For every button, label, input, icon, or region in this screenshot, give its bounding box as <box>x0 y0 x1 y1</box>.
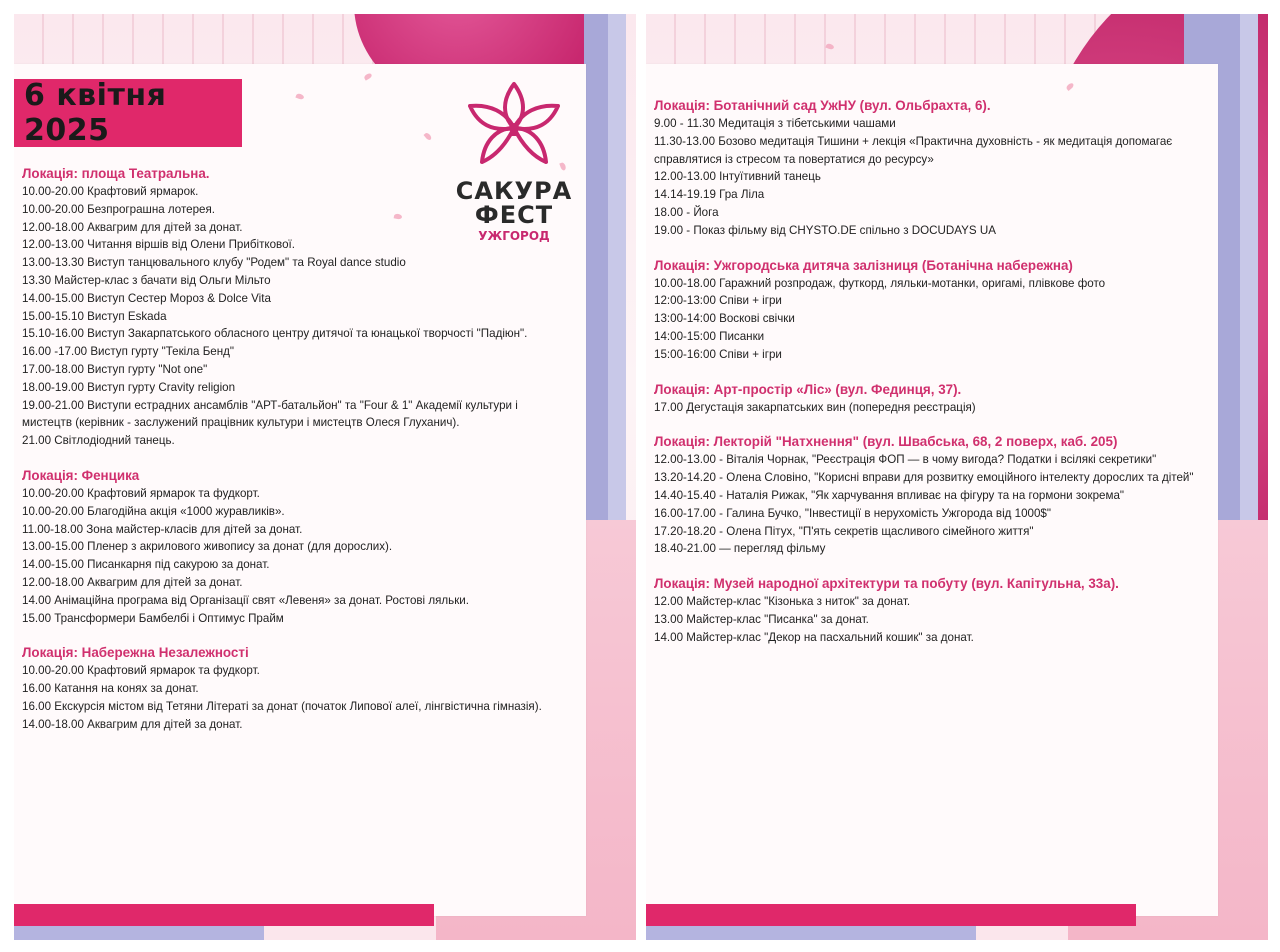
schedule-item: 12.00-18.00 Аквагрим для дітей за донат. <box>22 220 243 234</box>
schedule-item: 21.00 Світлодіодний танець. <box>22 434 175 448</box>
decor-lavender-bar <box>584 14 608 554</box>
decor-bottom-bar <box>14 904 434 926</box>
schedule-item: 14.00 Майстер-клас "Декор на пасхальний кошик" за донат. <box>654 630 974 644</box>
schedule-item: 15.00 Трансформери Бамбелбі і Оптимус Прайм <box>22 611 284 625</box>
schedule-item: 10.00-20.00 Безпрограшна лотерея. <box>22 202 216 216</box>
schedule-item: 10.00-18.00 Гаражний розпродаж, футкорд, ляльки-мотанки, оригамі, плівкове фото <box>654 276 1106 290</box>
schedule-item: 16.00 Катання на конях за донат. <box>22 682 199 696</box>
schedule-item: 14.14-19.19 Гра Ліла <box>654 188 765 202</box>
schedule-item: 12.00 Майстер-клас "Кізонька з ниток" за донат. <box>654 595 911 609</box>
sakura-flower-icon <box>462 76 566 172</box>
schedule-item: 16.00-17.00 - Галина Бучко, "Інвестиції в нерухомість Ужгорода від 1000$" <box>654 506 1051 520</box>
schedule-item: 12.00-13.00 Інтуїтивний танець <box>654 170 821 184</box>
schedule-item: 19.00-21.00 Виступи естрадних ансамблів "АРТ-батальйон" та "Four & 1" Академії культури і мистецтв (керівник - заслужений працівник культури і мистецтв Олеся Глуханич). <box>22 398 518 430</box>
location-section <box>654 432 1202 558</box>
schedule-item: 15.10-16.00 Виступ Закарпатського обласного центру дитячої та юнацької творчості "Падіюн". <box>22 327 528 341</box>
location-title: Локація: Арт-простір «Ліс» (вул. Фединця, 37). <box>654 381 962 397</box>
schedule-item: 12.00-13.00 - Віталія Чорнак, "Реєстрація ФОП — в чому вигода? Податки і всілякі секретики" <box>654 453 1157 467</box>
location-section <box>654 574 1202 646</box>
decor-bottom-bar <box>646 904 1136 926</box>
schedule-item: 18.40-21.00 — перегляд фільму <box>654 542 826 556</box>
location-section <box>22 466 570 627</box>
schedule-item: 14.00 Анімаційна програма від Організації свят «Левеня» за донат. Ростові ляльки. <box>22 593 469 607</box>
schedule-item: 13:00-14:00 Воскові свічки <box>654 312 795 326</box>
schedule-content-left <box>22 164 570 750</box>
location-title: Локація: Набережна Незалежності <box>22 645 249 661</box>
location-title: Локація: Музей народної архітектури та побуту (вул. Капітульна, 33а). <box>654 576 1119 592</box>
location-title: Локація: Фенцика <box>22 467 140 483</box>
decor-lavender-bar-light <box>608 14 626 554</box>
decor-lavender-bar-light <box>1240 14 1258 594</box>
schedule-item: 14:00-15:00 Писанки <box>654 329 765 343</box>
schedule-item: 16.00 Екскурсія містом від Тетяни Літераті за донат (початок Липової алеї, лінгвістична гімназія). <box>22 699 542 713</box>
schedule-item: 11.00-18.00 Зона майстер-класів для дітей за донат. <box>22 522 303 536</box>
schedule-item: 12:00-13:00 Співи + ігри <box>654 294 782 308</box>
schedule-item: 10.00-20.00 Крафтовий ярмарок. <box>22 185 199 198</box>
location-section <box>22 643 570 733</box>
location-title: Локація: Ужгородська дитяча залізниця (Ботанічна набережна) <box>654 257 1073 273</box>
schedule-item: 16.00 -17.00 Виступ гурту "Текіла Бенд" <box>22 345 235 359</box>
location-title: Локація: Ботанічний сад УжНУ (вул. Ольбрахта, 6). <box>654 98 991 113</box>
schedule-page-right <box>646 14 1268 940</box>
schedule-item: 10.00-20.00 Крафтовий ярмарок та фудкорт. <box>22 486 260 500</box>
date-banner <box>14 79 242 147</box>
schedule-item: 14.40-15.40 - Наталія Рижак, "Як харчування впливає на фігуру та на гормони зокрема" <box>654 488 1125 502</box>
schedule-item: 13.30 Майстер-клас з бачати від Ольги Мільто <box>22 273 271 287</box>
schedule-item: 12.00-13.00 Читання віршів від Олени Прибіткової. <box>22 238 295 252</box>
schedule-item: 11.30-13.00 Бозово медитація Тишини + лекція «Практична духовність - як медитація допомагає справлятися із стресом та повертатися до ресурсу» <box>654 134 1173 166</box>
decor-bottom-lavender <box>646 926 976 940</box>
schedule-item: 9.00 - 11.30 Медитація з тібетськими чашами <box>654 117 896 130</box>
schedule-item: 14.00-15.00 Виступ Сестер Мороз & Dolce Vita <box>22 291 271 305</box>
schedule-item: 12.00-18.00 Аквагрим для дітей за донат. <box>22 575 243 589</box>
logo-title: САКУРА ФЕСТ <box>455 177 573 229</box>
location-title: Локація: Лекторій "Натхнення" (вул. Швабська, 68, 2 поверх, каб. 205) <box>654 434 1118 450</box>
schedule-item: 18.00 - Йога <box>654 205 719 219</box>
schedule-content-right <box>654 96 1202 663</box>
location-section <box>654 96 1202 240</box>
schedule-item: 13.20-14.20 - Олена Словіно, "Корисні вправи для розвитку емоційного інтелекту дорослих та дітей" <box>654 471 1194 485</box>
schedule-item: 13.00 Майстер-клас "Писанка" за донат. <box>654 612 869 626</box>
location-section <box>22 164 570 450</box>
event-date: 6 квітня 2025 <box>24 78 167 148</box>
schedule-item: 17.20-18.20 - Олена Пітух, "П'ять секретів щасливого сімейного життя" <box>654 524 1034 538</box>
location-section <box>654 256 1202 364</box>
decor-bottom-lavender <box>14 926 264 940</box>
schedule-item: 10.00-20.00 Благодійна акція «1000 журавликів». <box>22 504 285 518</box>
schedule-item: 15.00-15.10 Виступ Eskada <box>22 309 167 323</box>
schedule-item: 10.00-20.00 Крафтовий ярмарок та фудкорт. <box>22 664 260 678</box>
schedule-item: 14.00-15.00 Писанкарня під сакурою за донат. <box>22 558 270 572</box>
schedule-item: 13.00-13.30 Виступ танцювального клубу "Родем" та Royal dance studio <box>22 256 406 270</box>
schedule-page-left <box>14 14 636 940</box>
schedule-item: 18.00-19.00 Виступ гурту Cravity religion <box>22 380 236 394</box>
schedule-item: 14.00-18.00 Аквагрим для дітей за донат. <box>22 717 243 731</box>
schedule-item: 13.00-15.00 Пленер з акрилового живопису за донат (для дорослих). <box>22 540 393 554</box>
location-section <box>654 380 1202 417</box>
location-title: Локація: площа Театральна. <box>22 166 210 181</box>
schedule-item: 17.00-18.00 Виступ гурту "Not one" <box>22 362 208 376</box>
schedule-item: 17.00 Дегустація закарпатських вин (попередня реєстрація) <box>654 400 976 414</box>
logo-city: УЖГОРОД <box>478 229 550 243</box>
schedule-item: 15:00-16:00 Співи + ігри <box>654 347 782 361</box>
schedule-item: 19.00 - Показ фільму від CHYSTO.DE спільно з DOCUDAYS UA <box>654 223 996 237</box>
